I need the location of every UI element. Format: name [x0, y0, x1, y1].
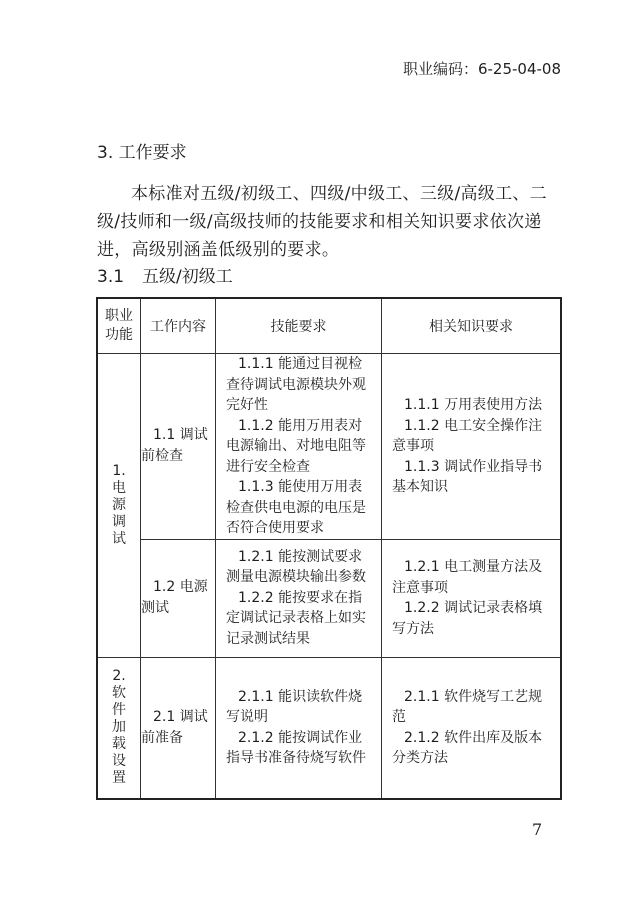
- knowledge-cell: [382, 354, 562, 540]
- knowledge-item: 1.1.3 调试作业指导书基本知识: [392, 458, 543, 495]
- skill-item: 1.1.1 能通过目视检查待调试电源模块外观完好性: [226, 356, 366, 413]
- table-header-row: [97, 298, 561, 354]
- work-content-cell: 2.1 调试 前准备: [141, 657, 216, 799]
- occupation-code: 职业编码：6-25-04-08: [402, 60, 561, 78]
- knowledge-item: 2.1.1 软件烧写工艺规范: [392, 688, 543, 726]
- page-number: 7: [532, 820, 543, 839]
- skill-cell: [216, 354, 382, 540]
- subsection-number: 3.1: [97, 267, 125, 287]
- knowledge-cell: [382, 657, 562, 799]
- header-function: 职业 功能: [97, 298, 141, 354]
- skill-item: 1.2.2 能按要求在指定调试记录表格上如实记录测试结果: [226, 589, 366, 647]
- work-content-cell: 1.1 调试 前检查: [141, 354, 216, 540]
- requirements-table: [96, 297, 562, 800]
- function-cell: 1. 电 源 调 试: [97, 354, 141, 658]
- skill-cell: [216, 657, 382, 799]
- header-work-content: 工作内容: [141, 298, 216, 354]
- table-row: [97, 354, 561, 540]
- table-row: [97, 539, 561, 657]
- knowledge-cell: [382, 539, 562, 657]
- skill-item: 1.1.3 能使用万用表检查供电电源的电压是否符合使用要求: [226, 479, 366, 536]
- knowledge-item: 1.1.2 电工安全操作注意事项: [392, 417, 543, 454]
- skill-cell: [216, 539, 382, 657]
- knowledge-item: 1.1.1 万用表使用方法: [404, 397, 543, 413]
- knowledge-item: 2.1.2 软件出库及版本分类方法: [392, 729, 543, 767]
- header-knowledge-requirements: 相关知识要求: [382, 298, 562, 354]
- subsection-name: 五级/初级工: [142, 267, 233, 287]
- section-title: 3. 工作要求: [97, 143, 187, 163]
- skill-item: 2.1.2 能按调试作业指导书准备待烧写软件: [226, 729, 366, 767]
- function-cell: 2. 软 件 加 载 设 置: [97, 657, 141, 799]
- knowledge-item: 1.2.2 调试记录表格填写方法: [392, 600, 543, 637]
- knowledge-item: 1.2.1 电工测量方法及注意事项: [392, 559, 543, 596]
- skill-item: 1.2.1 能按测试要求测量电源模块输出参数: [226, 548, 366, 586]
- table-row: [97, 657, 561, 799]
- header-skill-requirements: 技能要求: [216, 298, 382, 354]
- subsection-title: [97, 262, 233, 287]
- skill-item: 1.1.2 能用万用表对电源输出、对地电阻等进行安全检查: [226, 417, 366, 475]
- intro-paragraph: 本标准对五级/初级工、四级/中级工、三级/高级工、二级/技师和一级/高级技师的技能要求和相关知识要求依次递进，高级别涵盖低级别的要求。: [97, 184, 547, 260]
- skill-item: 2.1.1 能识读软件烧写说明: [226, 688, 363, 726]
- work-content-cell: 1.2 电源 测试: [141, 539, 216, 657]
